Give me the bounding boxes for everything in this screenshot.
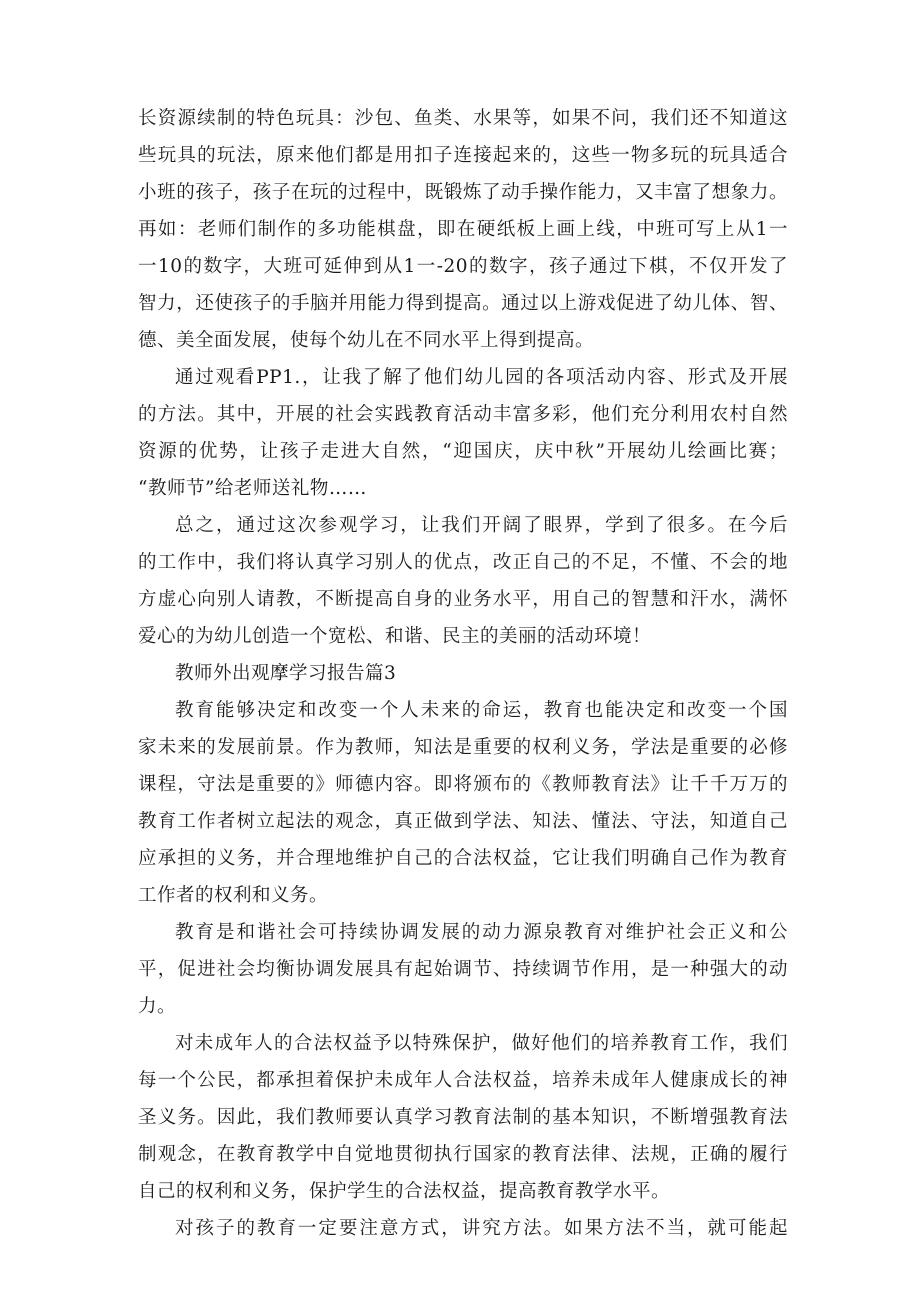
text-line: 每一个公民，都承担着保护未成年人合法权益，培养未成年人健康成长的神 (138, 1070, 788, 1091)
text-line: 德、美全面发展，使每个幼儿在不同水平上得到提高。 (138, 330, 595, 351)
paragraph-5 (138, 692, 788, 914)
text-line: 课程，守法是重要的》师德内容。即将颁布的《教师教育法》让千千万万的 (138, 774, 788, 795)
text-line: 小班的孩子，孩子在玩的过程中，既锻炼了动手操作能力，又丰富了想象力。 (138, 182, 788, 203)
text-line: 工作者的权利和义务。 (138, 885, 329, 906)
text-line: 平，促进社会均衡协调发展具有起始调节、持续调节作用，是一种强大的动 (138, 959, 788, 980)
paragraph-7 (138, 1025, 788, 1210)
text-line: 智力，还使孩子的手脑并用能力得到提高。通过以上游戏促进了幼儿体、智、 (138, 293, 788, 314)
text-line: 通过观看PP1.，让我了解了他们幼儿园的各项活动内容、形式及开展 (175, 367, 788, 388)
text-line: 方虚心向别人请教，不断提高自身的业务水平，用自己的智慧和汗水，满怀 (138, 589, 788, 610)
text-line: 对孩子的教育一定要注意方式，讲究方法。如果方法不当，就可能起 (175, 1218, 788, 1239)
text-line: 的方法。其中，开展的社会实践教育活动丰富多彩，他们充分利用农村自然 (138, 404, 788, 425)
paragraph-1 (138, 100, 788, 359)
text-line: 教育能够决定和改变一个人未来的命运，教育也能决定和改变一个国 (175, 700, 788, 721)
paragraph-2 (138, 359, 788, 507)
text-line: “教师节”给老师送礼物…… (138, 478, 367, 499)
text-line: 教育工作者树立起法的观念，真正做到学法、知法、懂法、守法，知道自己 (138, 811, 788, 832)
text-line: 再如：老师们制作的多功能棋盘，即在硬纸板上画上线，中班可写上从1一 (138, 219, 788, 240)
text-line: 对未成年人的合法权益予以特殊保护，做好他们的培养教育工作，我们 (175, 1033, 788, 1054)
text-line: 制观念，在教育教学中自觉地贯彻执行国家的教育法律、法规，正确的履行 (138, 1144, 788, 1165)
text-line: 一10的数字，大班可延伸到从1一-20的数字，孩子通过下棋，不仅开发了 (138, 256, 788, 277)
text-line: 总之，通过这次参观学习，让我们开阔了眼界，学到了很多。在今后 (175, 515, 788, 536)
text-line: 教师外出观摩学习报告篇3 (175, 663, 397, 684)
paragraph-8 (138, 1210, 788, 1247)
text-line: 些玩具的玩法，原来他们都是用扣子连接起来的，这些一物多玩的玩具适合 (138, 145, 788, 166)
text-line: 资源的优势，让孩子走进大自然，“迎国庆，庆中秋”开展幼儿绘画比赛； (138, 441, 788, 462)
text-line: 长资源续制的特色玩具：沙包、鱼类、水果等，如果不问，我们还不知道这 (138, 108, 788, 129)
text-line: 爱心的为幼儿创造一个宽松、和谐、民主的美丽的活动环境！ (138, 626, 652, 647)
text-line: 家未来的发展前景。作为教师，知法是重要的权利义务，学法是重要的必修 (138, 737, 788, 758)
text-line: 自己的权利和义务，保护学生的合法权益，提高教育教学水平。 (138, 1181, 671, 1202)
document-body (138, 100, 788, 1247)
text-line: 教育是和谐社会可持续协调发展的动力源泉教育对维护社会正义和公 (175, 922, 788, 943)
paragraph-3 (138, 507, 788, 655)
text-line: 力。 (138, 996, 177, 1017)
text-line: 圣义务。因此，我们教师要认真学习教育法制的基本知识，不断增强教育法 (138, 1107, 788, 1128)
text-line: 的工作中，我们将认真学习别人的优点，改正自己的不足，不懂、不会的地 (138, 552, 788, 573)
text-line: 应承担的义务，并合理地维护自己的合法权益，它让我们明确自己作为教育 (138, 848, 788, 869)
paragraph-4 (138, 655, 788, 692)
paragraph-6 (138, 914, 788, 1025)
